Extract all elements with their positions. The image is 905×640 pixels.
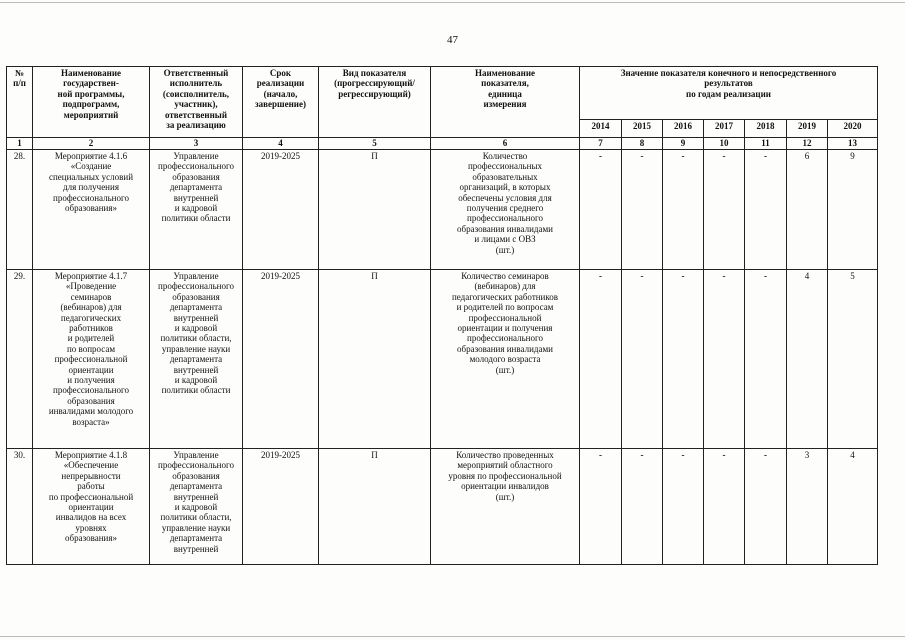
responsible: Управление профессионального образования департамента внутренней и кадровой политики области, управление науки департамента внутренней и кадровой политики области xyxy=(150,270,243,449)
value-cell: - xyxy=(580,449,622,565)
table-row xyxy=(7,150,878,270)
value-cell: 4 xyxy=(787,270,828,449)
header-row xyxy=(7,67,878,120)
value-cell: 9 xyxy=(828,150,878,270)
value-cell: - xyxy=(580,270,622,449)
header-year: 2018 xyxy=(745,120,787,138)
header-indicator: Наименование показателя, единица измерения xyxy=(431,67,580,138)
value-cell: - xyxy=(704,150,745,270)
column-number: 7 xyxy=(580,138,622,150)
indicator-name: Количество проведенных мероприятий областного уровня по профессиональной ориентации инвалидов (шт.) xyxy=(431,449,580,565)
responsible: Управление профессионального образования департамента внутренней и кадровой политики области xyxy=(150,150,243,270)
row-number: 30. xyxy=(7,449,33,565)
column-number: 9 xyxy=(663,138,704,150)
indicator-type: П xyxy=(319,150,431,270)
column-number: 8 xyxy=(622,138,663,150)
header-year: 2016 xyxy=(663,120,704,138)
indicator-type: П xyxy=(319,270,431,449)
column-number: 2 xyxy=(33,138,150,150)
header-year: 2019 xyxy=(787,120,828,138)
header-type: Вид показателя (прогрессирующий/ регрессирующий) xyxy=(319,67,431,138)
value-cell: - xyxy=(580,150,622,270)
value-cell: 6 xyxy=(787,150,828,270)
value-cell: - xyxy=(663,449,704,565)
indicator-name: Количество семинаров (вебинаров) для педагогических работников и родителей по вопросам профессиональной ориентации и получения профессионального образования инвалидами молодого возраста (шт.) xyxy=(431,270,580,449)
header-year: 2015 xyxy=(622,120,663,138)
indicator-type: П xyxy=(319,449,431,565)
header-year: 2020 xyxy=(828,120,878,138)
value-cell: 5 xyxy=(828,270,878,449)
event-name: Мероприятие 4.1.6 «Создание специальных условий для получения профессионального образования» xyxy=(33,150,150,270)
value-cell: 3 xyxy=(787,449,828,565)
term: 2019-2025 xyxy=(243,270,319,449)
value-cell: - xyxy=(704,449,745,565)
value-cell: - xyxy=(704,270,745,449)
column-number: 6 xyxy=(431,138,580,150)
value-cell: - xyxy=(663,150,704,270)
term: 2019-2025 xyxy=(243,449,319,565)
scan-edge-top xyxy=(0,2,905,3)
column-number: 5 xyxy=(319,138,431,150)
header-year: 2017 xyxy=(704,120,745,138)
header-responsible: Ответственный исполнитель (соисполнитель, участник), ответственный за реализацию xyxy=(150,67,243,138)
program-table xyxy=(6,66,878,565)
value-cell: - xyxy=(622,150,663,270)
value-cell: - xyxy=(663,270,704,449)
column-number-row xyxy=(7,138,878,150)
term: 2019-2025 xyxy=(243,150,319,270)
indicator-name: Количество профессиональных образовательных организаций, в которых обеспечены условия для получения среднего профессионального образования инвалидами и лицами с ОВЗ (шт.) xyxy=(431,150,580,270)
value-cell: - xyxy=(745,270,787,449)
event-name: Мероприятие 4.1.7 «Проведение семинаров (вебинаров) для педагогических работников и родителей по вопросам профессиональной ориентации и получения профессионального образования инвалидами молодого возраста» xyxy=(33,270,150,449)
column-number: 3 xyxy=(150,138,243,150)
scan-edge-bottom xyxy=(0,636,905,637)
row-number: 29. xyxy=(7,270,33,449)
column-number: 12 xyxy=(787,138,828,150)
column-number: 10 xyxy=(704,138,745,150)
header-year: 2014 xyxy=(580,120,622,138)
header-no: № п/п xyxy=(7,67,33,138)
event-name: Мероприятие 4.1.8 «Обеспечение непрерывности работы по профессиональной ориентации инвалидов на всех уровнях образования» xyxy=(33,449,150,565)
column-number: 13 xyxy=(828,138,878,150)
column-number: 1 xyxy=(7,138,33,150)
table-row xyxy=(7,270,878,449)
value-cell: - xyxy=(745,150,787,270)
table-row xyxy=(7,449,878,565)
header-values: Значение показателя конечного и непосредственного результатов по годам реализации xyxy=(580,67,878,120)
value-cell: 4 xyxy=(828,449,878,565)
column-number: 11 xyxy=(745,138,787,150)
value-cell: - xyxy=(622,449,663,565)
row-number: 28. xyxy=(7,150,33,270)
value-cell: - xyxy=(745,449,787,565)
header-name: Наименование государствен- ной программы, подпрограмм, мероприятий xyxy=(33,67,150,138)
column-number: 4 xyxy=(243,138,319,150)
value-cell: - xyxy=(622,270,663,449)
responsible: Управление профессионального образования департамента внутренней и кадровой политики области, управление науки департамента внутренней xyxy=(150,449,243,565)
page-number: 47 xyxy=(447,34,458,46)
header-term: Срок реализации (начало, завершение) xyxy=(243,67,319,138)
